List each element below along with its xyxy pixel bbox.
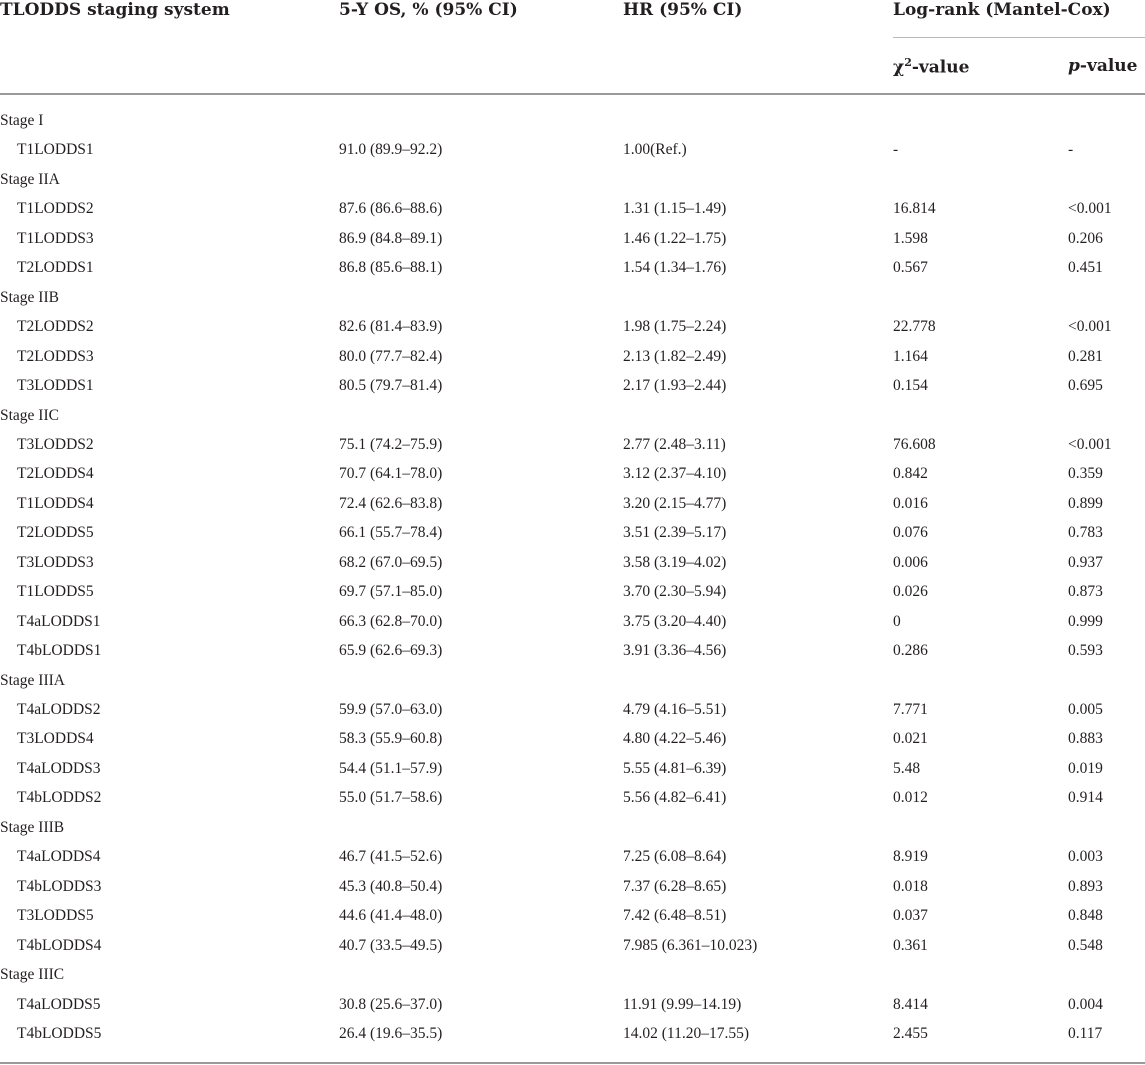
row-label: T3LODDS3	[17, 554, 94, 571]
p-value-cell: <0.001	[1068, 318, 1112, 335]
row-label: T1LODDS1	[17, 141, 94, 158]
chi-square-cell: 0.842	[893, 465, 928, 482]
stage-heading: Stage IIIB	[0, 819, 65, 836]
row-label: T4aLODDS4	[17, 848, 101, 865]
hr-cell: 3.58 (3.19–4.02)	[623, 554, 727, 571]
hr-cell: 7.25 (6.08–8.64)	[623, 848, 727, 865]
stage-heading: Stage IIB	[0, 289, 59, 306]
p-value-cell: 0.848	[1068, 907, 1103, 924]
chi-square-cell: 8.919	[893, 848, 928, 865]
chi-value-label: -value	[911, 57, 970, 78]
chi-square-cell: 0	[893, 613, 901, 630]
p-value-cell: 0.003	[1068, 848, 1103, 865]
chi-square-cell: 1.164	[893, 348, 928, 365]
os-cell: 80.0 (77.7–82.4)	[339, 348, 443, 365]
p-value-cell: 0.206	[1068, 230, 1103, 247]
row-label: T4bLODDS2	[17, 789, 102, 806]
os-cell: 46.7 (41.5–52.6)	[339, 848, 443, 865]
p-value-cell: 0.005	[1068, 701, 1103, 718]
header-p-value	[1068, 56, 1137, 76]
chi-square-cell: 0.361	[893, 937, 928, 954]
chi-square-cell: 0.012	[893, 789, 928, 806]
p-value-cell: -	[1068, 141, 1074, 158]
row-label: T4aLODDS1	[17, 613, 101, 630]
row-label: T4bLODDS4	[17, 937, 102, 954]
hr-cell: 3.20 (2.15–4.77)	[623, 495, 727, 512]
log-rank-underline	[893, 37, 1145, 38]
p-italic: p	[1068, 56, 1080, 76]
hr-cell: 7.985 (6.361–10.023)	[623, 937, 758, 954]
os-cell: 54.4 (51.1–57.9)	[339, 760, 443, 777]
os-cell: 26.4 (19.6–35.5)	[339, 1025, 443, 1042]
p-value-cell: 0.117	[1068, 1025, 1103, 1042]
os-cell: 86.8 (85.6–88.1)	[339, 259, 443, 276]
p-value-cell: 0.004	[1068, 996, 1103, 1013]
p-value-cell: 0.914	[1068, 789, 1103, 806]
os-cell: 80.5 (79.7–81.4)	[339, 377, 443, 394]
chi-square-cell: 0.018	[893, 878, 928, 895]
header-log-rank: Log-rank (Mantel-Cox)	[893, 0, 1111, 20]
row-label: T3LODDS4	[17, 730, 94, 747]
row-label: T1LODDS5	[17, 583, 94, 600]
chi-square-cell: 16.814	[893, 200, 936, 217]
stage-heading: Stage IIIC	[0, 966, 65, 983]
hr-cell: 3.75 (3.20–4.40)	[623, 613, 727, 630]
stage-heading: Stage IIIA	[0, 672, 65, 689]
os-cell: 91.0 (89.9–92.2)	[339, 141, 443, 158]
chi-square-cell: 0.021	[893, 730, 928, 747]
p-value-cell: 0.899	[1068, 495, 1103, 512]
row-label: T4aLODDS5	[17, 996, 101, 1013]
chi-square-cell: 0.026	[893, 583, 928, 600]
hr-cell: 2.77 (2.48–3.11)	[623, 436, 726, 453]
chi-square-cell: 5.48	[893, 760, 921, 777]
p-value-cell: 0.695	[1068, 377, 1103, 394]
header-bottom-rule	[0, 93, 1145, 95]
os-cell: 66.3 (62.8–70.0)	[339, 613, 443, 630]
chi-square-cell: 0.286	[893, 642, 928, 659]
hr-cell: 5.56 (4.82–6.41)	[623, 789, 727, 806]
chi-square-cell: 0.154	[893, 377, 928, 394]
stage-heading: Stage IIA	[0, 171, 60, 188]
chi-square-cell: 0.006	[893, 554, 928, 571]
p-value-cell: 0.451	[1068, 259, 1103, 276]
chi-square-cell: 0.016	[893, 495, 928, 512]
hr-cell: 3.12 (2.37–4.10)	[623, 465, 727, 482]
header-chi-square-value	[893, 56, 969, 78]
p-value-cell: 0.893	[1068, 878, 1103, 895]
row-label: T2LODDS5	[17, 524, 94, 541]
p-value-cell: <0.001	[1068, 200, 1112, 217]
row-label: T1LODDS4	[17, 495, 94, 512]
hr-cell: 3.70 (2.30–5.94)	[623, 583, 727, 600]
chi-square-cell: 8.414	[893, 996, 928, 1013]
hr-cell: 4.79 (4.16–5.51)	[623, 701, 727, 718]
row-label: T4aLODDS3	[17, 760, 101, 777]
hr-cell: 14.02 (11.20–17.55)	[623, 1025, 749, 1042]
p-value-cell: 0.359	[1068, 465, 1103, 482]
os-cell: 44.6 (41.4–48.0)	[339, 907, 443, 924]
hr-cell: 3.51 (2.39–5.17)	[623, 524, 727, 541]
chi-superscript: 2	[904, 56, 912, 69]
p-value-cell: 0.281	[1068, 348, 1103, 365]
p-value-cell: <0.001	[1068, 436, 1112, 453]
chi-square-cell: -	[893, 141, 899, 158]
os-cell: 69.7 (57.1–85.0)	[339, 583, 443, 600]
row-label: T2LODDS3	[17, 348, 94, 365]
os-cell: 65.9 (62.6–69.3)	[339, 642, 443, 659]
hr-cell: 2.17 (1.93–2.44)	[623, 377, 727, 394]
os-cell: 86.9 (84.8–89.1)	[339, 230, 443, 247]
os-cell: 66.1 (55.7–78.4)	[339, 524, 443, 541]
row-label: T2LODDS4	[17, 465, 94, 482]
row-label: T3LODDS2	[17, 436, 94, 453]
hr-cell: 1.54 (1.34–1.76)	[623, 259, 727, 276]
p-value-cell: 0.548	[1068, 937, 1103, 954]
os-cell: 45.3 (40.8–50.4)	[339, 878, 443, 895]
row-label: T2LODDS1	[17, 259, 94, 276]
hr-cell: 7.37 (6.28–8.65)	[623, 878, 727, 895]
chi-square-cell: 0.037	[893, 907, 928, 924]
row-label: T3LODDS5	[17, 907, 94, 924]
hr-cell: 1.31 (1.15–1.49)	[623, 200, 727, 217]
p-value-cell: 0.019	[1068, 760, 1103, 777]
hr-cell: 5.55 (4.81–6.39)	[623, 760, 727, 777]
p-value-cell: 0.873	[1068, 583, 1103, 600]
p-value-cell: 0.593	[1068, 642, 1103, 659]
chi-square-cell: 22.778	[893, 318, 936, 335]
row-label: T4bLODDS1	[17, 642, 102, 659]
stage-heading: Stage IIC	[0, 407, 59, 424]
os-cell: 68.2 (67.0–69.5)	[339, 554, 443, 571]
chi-square-cell: 0.076	[893, 524, 928, 541]
os-cell: 40.7 (33.5–49.5)	[339, 937, 443, 954]
p-value-cell: 0.783	[1068, 524, 1103, 541]
header-tlodds-staging-system: TLODDS staging system	[0, 0, 230, 20]
chi-square-cell: 7.771	[893, 701, 928, 718]
hr-cell: 1.00(Ref.)	[623, 141, 687, 158]
stage-heading: Stage I	[0, 112, 44, 129]
row-label: T4aLODDS2	[17, 701, 101, 718]
chi-square-cell: 0.567	[893, 259, 928, 276]
os-cell: 75.1 (74.2–75.9)	[339, 436, 443, 453]
row-label: T4bLODDS5	[17, 1025, 102, 1042]
row-label: T1LODDS3	[17, 230, 94, 247]
p-value-label: -value	[1079, 56, 1138, 76]
hr-cell: 4.80 (4.22–5.46)	[623, 730, 727, 747]
os-cell: 59.9 (57.0–63.0)	[339, 701, 443, 718]
hr-cell: 7.42 (6.48–8.51)	[623, 907, 727, 924]
header-5y-os: 5-Y OS, % (95% CI)	[339, 0, 518, 20]
os-cell: 55.0 (51.7–58.6)	[339, 789, 443, 806]
hr-cell: 11.91 (9.99–14.19)	[623, 996, 742, 1013]
os-cell: 30.8 (25.6–37.0)	[339, 996, 443, 1013]
os-cell: 87.6 (86.6–88.6)	[339, 200, 443, 217]
p-value-cell: 0.999	[1068, 613, 1103, 630]
os-cell: 70.7 (64.1–78.0)	[339, 465, 443, 482]
row-label: T4bLODDS3	[17, 878, 102, 895]
hr-cell: 1.98 (1.75–2.24)	[623, 318, 727, 335]
table-bottom-rule	[0, 1062, 1145, 1064]
hr-cell: 3.91 (3.36–4.56)	[623, 642, 727, 659]
os-cell: 58.3 (55.9–60.8)	[339, 730, 443, 747]
hr-cell: 1.46 (1.22–1.75)	[623, 230, 727, 247]
row-label: T1LODDS2	[17, 200, 94, 217]
p-value-cell: 0.937	[1068, 554, 1103, 571]
chi-square-cell: 2.455	[893, 1025, 928, 1042]
os-cell: 82.6 (81.4–83.9)	[339, 318, 443, 335]
hr-cell: 2.13 (1.82–2.49)	[623, 348, 727, 365]
chi-square-cell: 76.608	[893, 436, 936, 453]
p-value-cell: 0.883	[1068, 730, 1103, 747]
chi-symbol: χ	[893, 57, 905, 78]
row-label: T3LODDS1	[17, 377, 94, 394]
row-label: T2LODDS2	[17, 318, 94, 335]
chi-square-cell: 1.598	[893, 230, 928, 247]
os-cell: 72.4 (62.6–83.8)	[339, 495, 443, 512]
header-hr: HR (95% CI)	[623, 0, 743, 20]
